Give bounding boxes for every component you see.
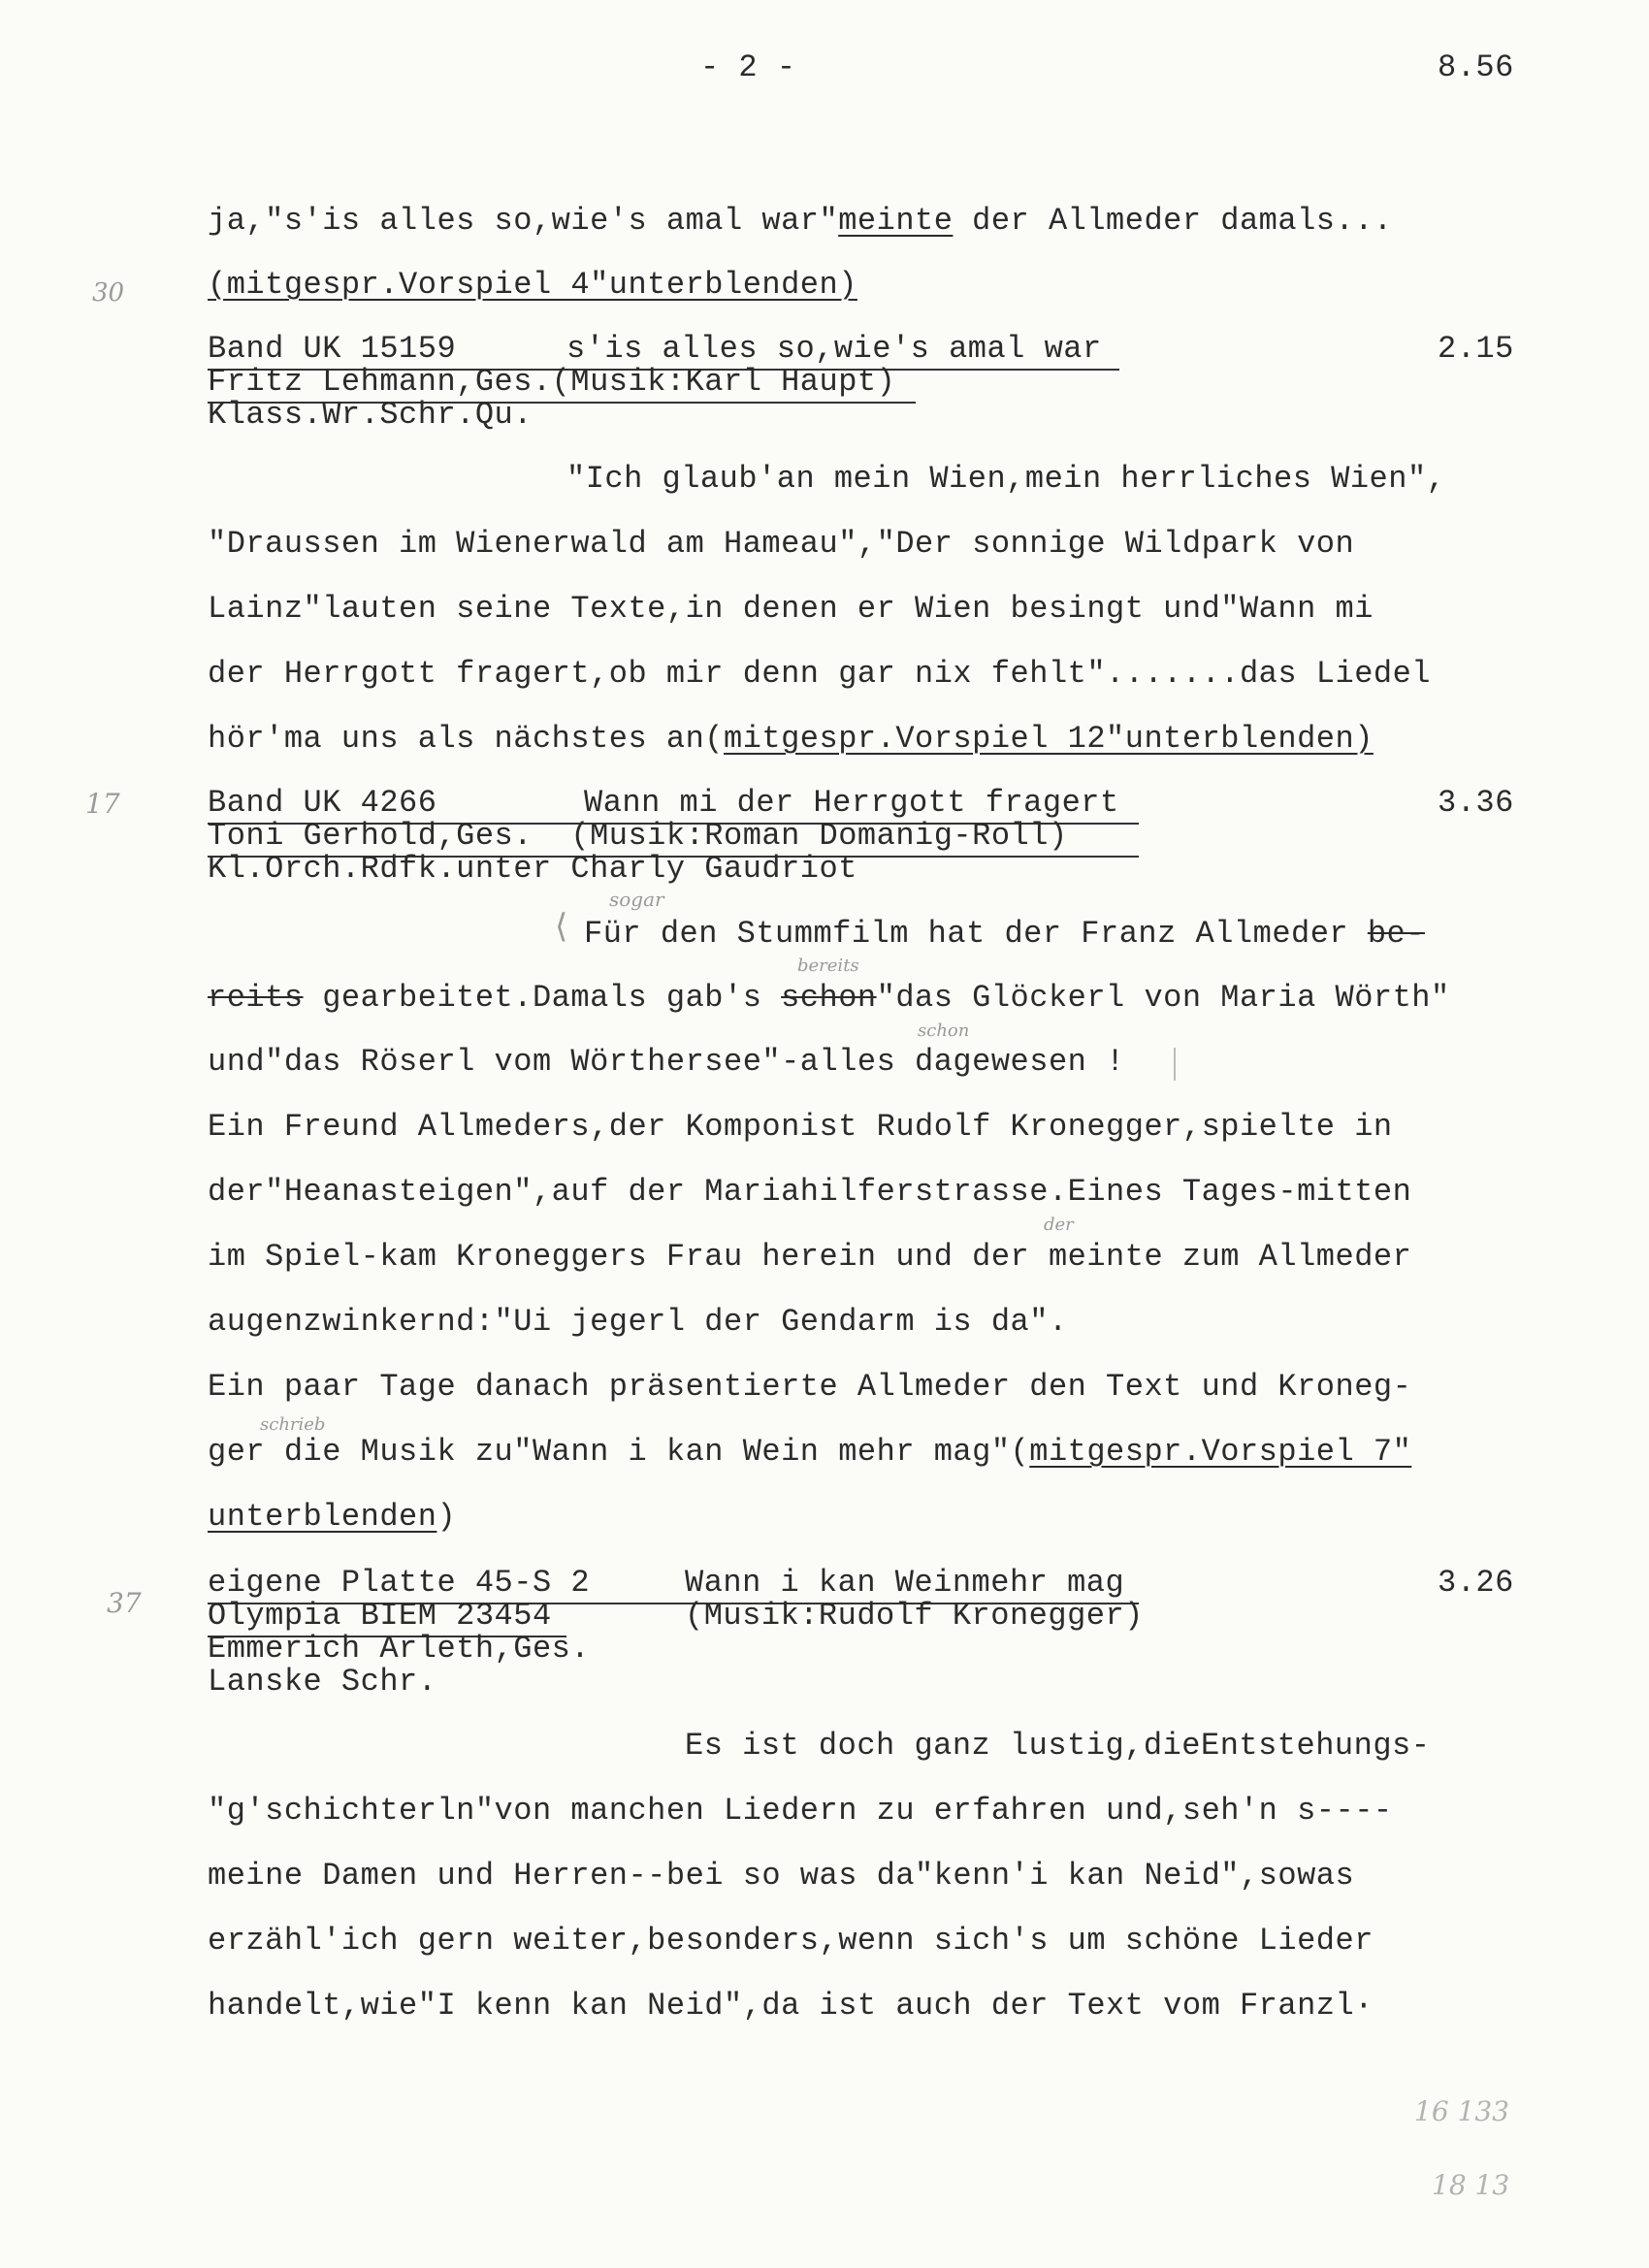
para-3-line-2: "g'schichterln"von manchen Liedern zu erfahren und,seh'n s---- <box>208 1793 1393 1829</box>
handwritten-bereits: bereits <box>797 956 859 976</box>
margin-note-2: 17 <box>85 788 120 820</box>
track-1-ensemble: Klass.Wr.Schr.Qu. <box>208 397 533 433</box>
page-number: - 2 - <box>700 49 796 85</box>
para-2-line-6: im Spiel-kam Kroneggers Frau herein und der meinte zum Allmeder <box>208 1239 1412 1275</box>
track-3-duration: 3.26 <box>1438 1565 1514 1601</box>
para-3-line-1: Es ist doch ganz lustig,dieEntstehungs- <box>685 1728 1431 1764</box>
para-1-line-2: "Draussen im Wienerwald am Hameau","Der sonnige Wildpark von <box>208 526 1355 562</box>
para-2-line-9: ger die Musik zu"Wann i kan Wein mehr mag"(mitgespr.Vorspiel 7" <box>208 1434 1412 1470</box>
track-2-performer: Toni Gerhold,Ges. (Musik:Roman Domanig-Roll) <box>208 818 1068 854</box>
para-2-line-7: augenzwinkernd:"Ui jegerl der Gendarm is da". <box>208 1304 1068 1340</box>
intro-line-1: ja,"s'is alles so,wie's amal war"meinte der Allmeder damals... <box>208 203 1393 239</box>
track-1-performer: Fritz Lehmann,Ges.(Musik:Karl Haupt) <box>208 364 896 400</box>
handwritten-insert-mark: ⟨ <box>555 907 568 946</box>
para-2-line-1: Für den Stummfilm hat der Franz Allmeder be- <box>584 916 1425 952</box>
track-2-ref: Band UK 4266 <box>208 785 437 821</box>
handwritten-schrieb: schrieb <box>260 1414 326 1435</box>
page-timecode: 8.56 <box>1438 49 1514 85</box>
para-2-line-4: Ein Freund Allmeders,der Komponist Rudolf Kronegger,spielte in <box>208 1109 1393 1145</box>
track-1-title: s'is alles so,wie's amal war <box>566 331 1102 367</box>
track-1-ref: Band UK 15159 <box>208 331 457 367</box>
para-2-line-5: der"Heanasteigen",auf der Mariahilferstrasse.Eines Tages-mitten <box>208 1174 1412 1210</box>
track-1-duration: 2.15 <box>1438 331 1514 367</box>
para-2-line-10: unterblenden) <box>208 1499 457 1535</box>
para-1-line-5: hör'ma uns als nächstes an(mitgespr.Vorspiel 12"unterblenden) <box>208 721 1374 757</box>
para-1-line-4: der Herrgott fragert,ob mir denn gar nix fehlt".......das Liedel <box>208 656 1431 692</box>
track-3-composer: (Musik:Rudolf Kronegger) <box>685 1598 1144 1634</box>
para-3-line-4: erzähl'ich gern weiter,besonders,wenn sich's um schöne Lieder <box>208 1923 1374 1959</box>
para-1-line-3: Lainz"lauten seine Texte,in denen er Wien besingt und"Wann mi <box>208 591 1374 627</box>
para-3-line-3: meine Damen und Herren--bei so was da"kenn'i kan Neid",sowas <box>208 1858 1355 1894</box>
handwritten-sogar: sogar <box>609 888 664 911</box>
track-2-duration: 3.36 <box>1438 785 1514 821</box>
track-2-title: Wann mi der Herrgott fragert <box>584 785 1119 821</box>
track-3-label: Olympia BIEM 23454 <box>208 1598 552 1634</box>
handwritten-schon: schon <box>918 1021 970 1041</box>
track-3-title: Wann i kan Weinmehr mag <box>685 1565 1125 1601</box>
para-1-line-1: "Ich glaub'an mein Wien,mein herrliches Wien", <box>566 461 1446 497</box>
para-2-line-8: Ein paar Tage danach präsentierte Allmeder den Text und Kroneg- <box>208 1369 1412 1405</box>
track-3-ref: eigene Platte 45-S 2 <box>208 1565 591 1601</box>
para-3-line-5: handelt,wie"I kenn kan Neid",da ist auch der Text vom Franzl· <box>208 1988 1374 2024</box>
pencil-mark <box>1174 1048 1176 1081</box>
bottom-note-2: 18 13 <box>1432 2169 1510 2201</box>
handwritten-der: der <box>1044 1215 1074 1235</box>
track-3-ensemble: Lanske Schr. <box>208 1664 437 1700</box>
track-2-orchestra: Kl.Orch.Rdfk.unter Charly Gaudriot <box>208 851 857 887</box>
margin-note-3: 37 <box>107 1587 142 1619</box>
track-3-performer: Emmerich Arleth,Ges. <box>208 1631 591 1667</box>
bottom-note-1: 16 133 <box>1414 2095 1509 2127</box>
para-2-line-2: reits gearbeitet.Damals gab's schon"das Glöckerl von Maria Wörth" <box>208 980 1450 1016</box>
intro-cue-line: (mitgespr.Vorspiel 4"unterblenden) <box>208 267 857 303</box>
para-2-line-3: und"das Röserl vom Wörthersee"-alles dagewesen ! <box>208 1044 1125 1080</box>
margin-note-1: 30 <box>92 278 125 308</box>
